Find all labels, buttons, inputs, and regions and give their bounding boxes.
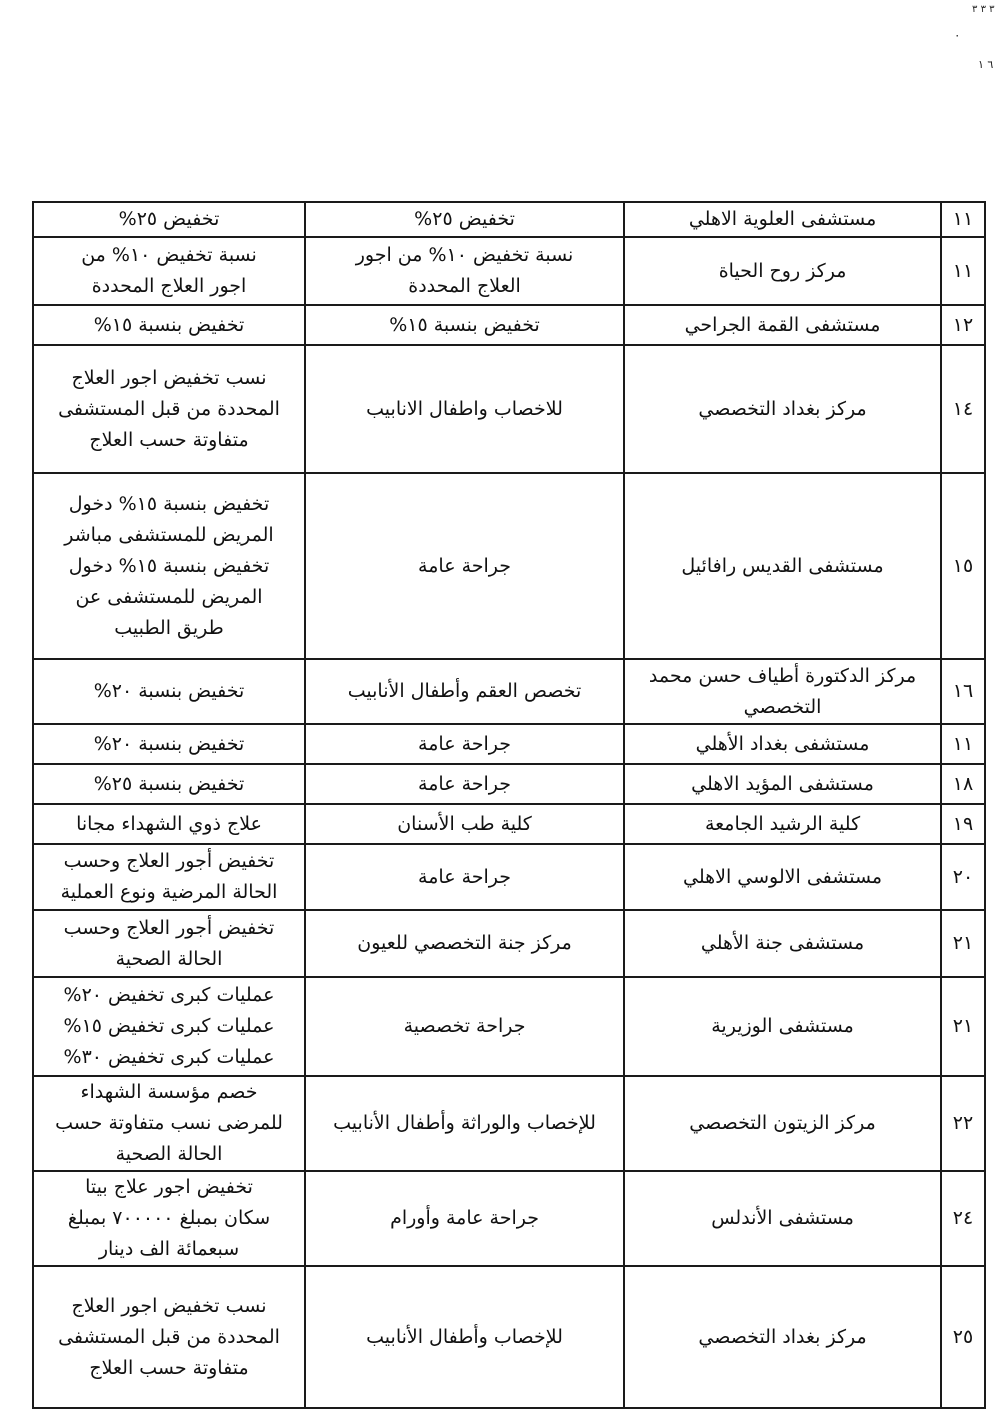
specialty-cell	[305, 473, 624, 659]
cell-line: كلية الرشيد الجامعة	[704, 812, 861, 835]
cell-line: جراحة تخصصية	[403, 1015, 526, 1037]
specialty-cell	[305, 910, 624, 977]
cell-line: مستشفى جنة الأهلي	[700, 932, 865, 954]
cell-line: تخفيض بنسبة ١٥%	[93, 313, 245, 336]
cell-line: مستشفى الأندلس	[711, 1207, 854, 1229]
cell-line: مركز روح الحياة	[718, 259, 847, 282]
table-row	[33, 237, 985, 305]
cell-line: المحددة من قبل المستشفى	[58, 1325, 280, 1348]
hospitals-table	[32, 201, 986, 1409]
cell-line: تخصص العقم وأطفال الأنابيب	[347, 680, 582, 702]
cell-line: جراحة عامة	[418, 865, 512, 888]
row-number: ٢١	[941, 910, 985, 977]
discount-cell	[33, 844, 305, 910]
table-row	[33, 202, 985, 237]
discount-cell	[33, 473, 305, 659]
cell-line: التخصصي	[743, 695, 822, 718]
discount-cell	[33, 804, 305, 844]
cell-line: مستشفى المؤيد الاهلي	[691, 772, 874, 795]
cell-line: الحالة المرضية ونوع العملية	[60, 881, 278, 903]
row-number: ٢٢	[941, 1076, 985, 1171]
facility-name-cell	[624, 910, 941, 977]
cell-line: تخفيض بنسبة ١٥% دخول	[68, 492, 270, 515]
cell-line: اجور العلاج المحددة	[91, 275, 247, 297]
cell-line: تخفيض اجور علاج بيتا	[85, 1176, 253, 1198]
row-number: ١١	[941, 237, 985, 305]
table-row	[33, 844, 985, 910]
table-row	[33, 910, 985, 977]
cell-line: مستشفى بغداد الأهلي	[695, 732, 870, 755]
table-row	[33, 659, 985, 724]
facility-name-cell	[624, 1266, 941, 1408]
row-number: ١٦	[941, 659, 985, 724]
facility-name-cell	[624, 659, 941, 724]
cell-line: تخفيض بنسبة ٢٠%	[93, 732, 245, 755]
row-number: ١١	[941, 202, 985, 237]
table-row	[33, 1171, 985, 1266]
discount-cell	[33, 1171, 305, 1266]
facility-name-cell	[624, 305, 941, 345]
cell-line: للإخصاب والوراثة وأطفال الأنابيب	[333, 1112, 596, 1134]
page-mark: ٣ ٣ ٣	[972, 4, 995, 15]
discount-cell	[33, 237, 305, 305]
specialty-cell	[305, 345, 624, 473]
specialty-cell	[305, 237, 624, 305]
cell-line: مستشفى الالوسي الاهلي	[683, 865, 883, 888]
facility-name-cell	[624, 345, 941, 473]
table-row	[33, 473, 985, 659]
table-row	[33, 764, 985, 804]
cell-line: تخفيض بنسبة ٢٠%	[93, 680, 245, 702]
row-number: ٢٤	[941, 1171, 985, 1266]
facility-name-cell	[624, 724, 941, 764]
cell-line: عمليات كبرى تخفيض ١٥%	[63, 1015, 275, 1037]
table-row	[33, 1076, 985, 1171]
table-row	[33, 345, 985, 473]
row-number: ٢١	[941, 977, 985, 1076]
cell-line: مركز الزيتون التخصصي	[689, 1112, 876, 1134]
row-number: ٢٠	[941, 844, 985, 910]
cell-line: الحالة الصحية	[115, 1143, 223, 1165]
discount-cell	[33, 345, 305, 473]
cell-line: تخفيض بنسبة ٢٥%	[93, 772, 245, 795]
cell-line: تخفيض بنسبة ١٥% دخول	[68, 554, 270, 577]
facility-name-cell	[624, 804, 941, 844]
page-marks	[804, 0, 1004, 120]
discount-cell	[33, 1266, 305, 1408]
cell-line: تخفيض ٢٥%	[118, 208, 220, 230]
discount-cell	[33, 724, 305, 764]
table-row	[33, 804, 985, 844]
specialty-cell	[305, 844, 624, 910]
cell-line: متفاوتة حسب العلاج	[89, 1356, 249, 1379]
facility-name-cell	[624, 977, 941, 1076]
page-mark: ٠	[954, 28, 961, 42]
cell-line: مستشفى العلوية الاهلي	[688, 208, 877, 230]
discount-cell	[33, 1076, 305, 1171]
row-number: ١٩	[941, 804, 985, 844]
facility-name-cell	[624, 764, 941, 804]
specialty-cell	[305, 202, 624, 237]
row-number: ١٥	[941, 473, 985, 659]
cell-line: مركز جنة التخصصي للعيون	[357, 932, 572, 954]
cell-line: المريض للمستشفى مباشر	[64, 523, 274, 546]
row-number: ١٤	[941, 345, 985, 473]
facility-name-cell	[624, 202, 941, 237]
discount-cell	[33, 977, 305, 1076]
specialty-cell	[305, 977, 624, 1076]
cell-line: عمليات كبرى تخفيض ٣٠%	[63, 1046, 275, 1068]
specialty-cell	[305, 305, 624, 345]
cell-line: مستشفى القمة الجراحي	[684, 313, 881, 336]
table-row	[33, 1266, 985, 1408]
facility-name-cell	[624, 1171, 941, 1266]
cell-line: نسبة تخفيض ١٠% من اجور	[355, 244, 574, 266]
cell-line: تخفيض بنسبة ١٥%	[389, 313, 540, 336]
cell-line: طريق الطبيب	[114, 616, 224, 639]
cell-line: مستشفى الوزيرية	[711, 1015, 854, 1037]
cell-line: مركز بغداد التخصصي	[698, 397, 867, 420]
specialty-cell	[305, 1266, 624, 1408]
cell-line: جراحة عامة وأورام	[390, 1207, 539, 1229]
cell-line: جراحة عامة	[418, 732, 512, 755]
row-number: ١٢	[941, 305, 985, 345]
cell-line: نسب تخفيض اجور العلاج	[71, 366, 267, 389]
cell-line: للمرضى نسب متفاوتة حسب	[55, 1112, 283, 1134]
cell-line: للاخصاب واطفال الانابيب	[366, 397, 563, 420]
cell-line: المريض للمستشفى عن	[75, 585, 263, 608]
facility-name-cell	[624, 1076, 941, 1171]
cell-line: خصم مؤسسة الشهداء	[80, 1081, 258, 1103]
cell-line: الحالة الصحية	[115, 947, 223, 970]
cell-line: تخفيض أجور العلاج وحسب	[63, 916, 275, 939]
cell-line: جراحة عامة	[418, 554, 512, 577]
specialty-cell	[305, 724, 624, 764]
cell-line: علاج ذوي الشهداء مجانا	[76, 812, 262, 835]
facility-name-cell	[624, 473, 941, 659]
specialty-cell	[305, 1171, 624, 1266]
facility-name-cell	[624, 844, 941, 910]
discount-cell	[33, 202, 305, 237]
table-body	[33, 202, 985, 1408]
specialty-cell	[305, 1076, 624, 1171]
specialty-cell	[305, 659, 624, 724]
specialty-cell	[305, 764, 624, 804]
cell-line: تخفيض ٢٥%	[414, 208, 515, 230]
cell-line: العلاج المحددة	[408, 275, 521, 297]
page-mark: ٦ ١	[978, 58, 994, 71]
facility-name-cell	[624, 237, 941, 305]
row-number: ١٨	[941, 764, 985, 804]
cell-line: مستشفى القديس رافائيل	[681, 554, 884, 577]
cell-line: نسبة تخفيض ١٠% من	[81, 244, 257, 266]
table-row	[33, 305, 985, 345]
table-row	[33, 977, 985, 1076]
cell-line: كلية طب الأسنان	[397, 812, 532, 835]
cell-line: سبعمائة الف دينار	[98, 1238, 240, 1260]
specialty-cell	[305, 804, 624, 844]
cell-line: تخفيض أجور العلاج وحسب	[63, 850, 275, 872]
cell-line: جراحة عامة	[418, 772, 512, 795]
cell-line: متفاوتة حسب العلاج	[89, 428, 249, 451]
table-row	[33, 724, 985, 764]
cell-line: مركز بغداد التخصصي	[698, 1325, 867, 1348]
discount-cell	[33, 764, 305, 804]
cell-line: سكان بمبلغ ٧٠٠٠٠٠ بمبلغ	[67, 1207, 271, 1229]
discount-cell	[33, 305, 305, 345]
cell-line: للإخصاب وأطفال الأنابيب	[366, 1325, 563, 1348]
discount-cell	[33, 910, 305, 977]
cell-line: عمليات كبرى تخفيض ٢٠%	[63, 984, 275, 1006]
row-number: ٢٥	[941, 1266, 985, 1408]
row-number: ١١	[941, 724, 985, 764]
cell-line: المحددة من قبل المستشفى	[58, 397, 280, 420]
cell-line: نسب تخفيض اجور العلاج	[71, 1294, 267, 1317]
cell-line: مركز الدكتورة أطياف حسن محمد	[648, 664, 917, 687]
discount-cell	[33, 659, 305, 724]
